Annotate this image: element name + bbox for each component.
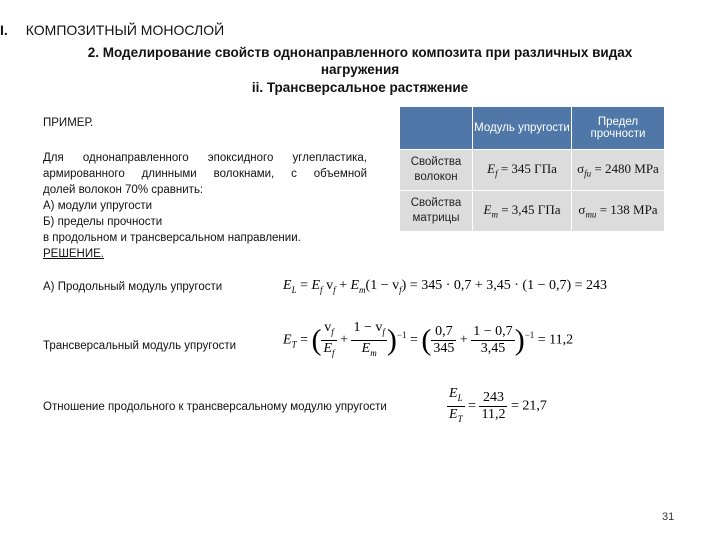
example-label: ПРИМЕР. — [43, 117, 94, 129]
solution-label: РЕШЕНИЕ. — [43, 248, 104, 260]
example-line: в продольном и трансверсальном направлении. — [43, 232, 301, 244]
example-line: Для однонаправленного эпоксидного углепластика, — [43, 152, 367, 164]
ratio-numerator: 243 — [479, 390, 507, 407]
example-text — [43, 150, 367, 262]
matrix-strength: $\sigma_{mu} = 138$ MPa — [572, 191, 665, 232]
example-line: А) модули упругости — [43, 200, 153, 212]
ratio-formula: $\frac{E_L}{E_T}$ = $\frac{243}{11,2}$ = 21,7 — [449, 386, 547, 424]
ratio-denominator: 11,2 — [481, 406, 506, 422]
longitudinal-label: А) Продольный модуль упругости — [43, 281, 223, 293]
ratio-label: Отношение продольного к трансверсальному модулю упругости — [43, 401, 387, 413]
row-label-fiber: Свойства волокон — [400, 150, 473, 191]
table-row — [400, 191, 665, 232]
section-number: I. — [0, 22, 8, 38]
subtitle-line-1: 2. Моделирование свойств однонаправленного композита при различных видах — [87, 45, 633, 60]
fiber-modulus: $E_f = 345$ ГПа — [473, 150, 572, 191]
subtitle — [60, 44, 660, 78]
page-number: 31 — [662, 511, 675, 523]
table-corner-cell — [400, 107, 473, 150]
longitudinal-result: = 345 · 0,7 + 3,45 · (1 − 0,7) = 243 — [409, 278, 608, 293]
fiber-strength: $\sigma_{fu} = 2480$ MPa — [572, 150, 665, 191]
sub-subtitle: ii. Трансверсальное растяжение — [251, 80, 469, 95]
subtitle-line-2: нагружения — [320, 62, 400, 77]
transverse-label: Трансверсальный модуль упругости — [43, 340, 237, 352]
section-title — [0, 22, 720, 38]
transverse-result: = 11,2 — [537, 332, 574, 348]
row-label-matrix: Свойства матрицы — [400, 191, 473, 232]
example-line: долей волокон 70% сравнить: — [43, 184, 204, 196]
ratio-result: = 21,7 — [510, 398, 547, 414]
header-strength: Предел прочности — [572, 107, 665, 150]
properties-table — [399, 106, 665, 232]
example-line: армированного длинными волокнами, с объемной — [43, 168, 367, 180]
header-modulus: Модуль упругости — [473, 107, 572, 150]
example-line: Б) пределы прочности — [43, 216, 163, 228]
section-title-text: КОМПОЗИТНЫЙ МОНОСЛОЙ — [25, 22, 225, 38]
matrix-modulus: $E_m = 3,45$ ГПа — [473, 191, 572, 232]
transverse-formula: $E_T$ = ( $\frac{v_f}{E_f}$ + $\frac{1 - v_f}{E_m}$ )$^{-1}$ = ( $\frac{0,7}{345}$ + $\frac{1 - 0,7}{3,45}$ )$^{-1}$ = 11,2 — [283, 320, 574, 358]
longitudinal-formula: $E_L = E_f$ $v_f + E_m(1 - v_f) = 345 \cdot 0,7 + 3,45 \cdot (1 - 0,7) = 243$ — [283, 278, 608, 295]
table-row — [400, 150, 665, 191]
